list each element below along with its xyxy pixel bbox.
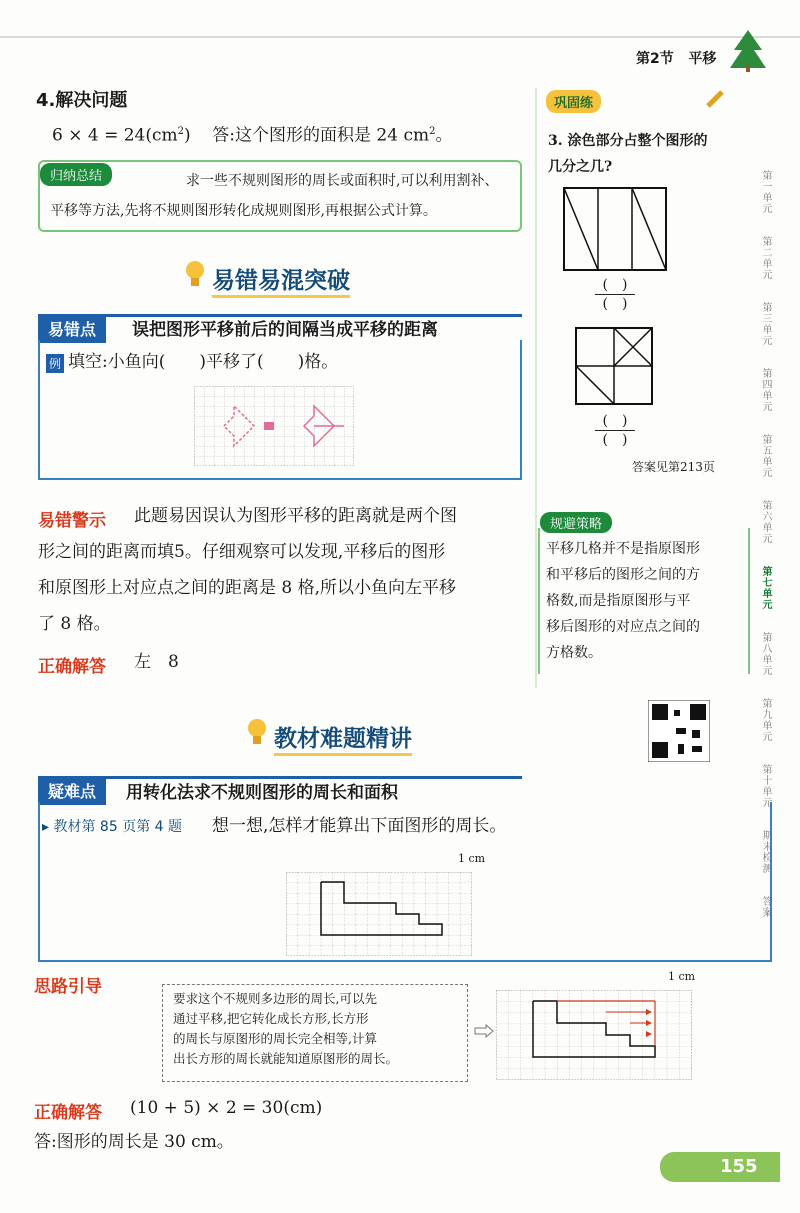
warning-line-3: 了 8 格。 xyxy=(38,614,111,634)
strategy-line-1: 和平移后的图形之间的方 xyxy=(546,567,700,583)
answer-sup: 2 xyxy=(429,126,436,137)
hard-banner: 教材难题精讲 xyxy=(274,720,412,756)
rail-item: 第六单元 xyxy=(760,500,771,544)
pencil-icon xyxy=(704,88,726,110)
hard-question: 想一想,怎样才能算出下面图形的周长。 xyxy=(212,816,507,836)
tree-icon xyxy=(728,28,768,72)
fraction-answer-1 xyxy=(590,276,640,313)
warning-line-1: 形之间的距离而填5。仔细观察可以发现,平移后的图形 xyxy=(38,542,446,562)
strategy-line-3: 移后图形的对应点之间的 xyxy=(546,619,700,635)
summary-line2: 平移等方法,先将不规则图形转化成规则图形,再根据公式计算。 xyxy=(50,203,437,219)
practice-q-line1: 3. 涂色部分占整个图形的 xyxy=(548,133,708,149)
hard-tag: 疑难点 xyxy=(38,776,106,805)
rail-item: 第三单元 xyxy=(760,302,771,346)
summary-line1: 求一些不规则图形的周长或面积时,可以利用割补、 xyxy=(186,173,499,189)
think-line-0: 要求这个不规则多边形的周长,可以先 xyxy=(173,991,377,1006)
final-answer-text: 答:图形的周长是 30 cm。 xyxy=(34,1132,234,1152)
unit-label-2: 1 cm xyxy=(668,970,696,983)
think-line-2: 的周长与原图形的周长完全相等,计算 xyxy=(173,1031,377,1046)
example-question: 填空:小鱼向( )平移了( )格。 xyxy=(68,352,339,372)
practice-question xyxy=(548,128,748,180)
rail-item: 第七单元 xyxy=(760,566,771,610)
rectangle-grid xyxy=(496,990,692,1080)
example-tag: 例 xyxy=(46,354,64,373)
rail-item: 第八单元 xyxy=(760,632,771,676)
answer-label: 正确解答 xyxy=(38,657,106,677)
strategy-tag: 规避策略 xyxy=(540,512,612,533)
rail-item: 第九单元 xyxy=(760,698,771,742)
qr-code-icon[interactable] xyxy=(648,700,710,762)
summary-tag: 归纳总结 xyxy=(40,163,112,186)
unit-label: 1 cm xyxy=(458,852,486,865)
problem-title: 4.解决问题 xyxy=(36,90,128,111)
final-answer-calc: (10 + 5) × 2 = 30(cm) xyxy=(130,1098,323,1118)
practice-q-line2: 几分之几? xyxy=(548,159,613,175)
frac1-bottom: ( ) xyxy=(602,296,628,312)
warning-line-0: 此题易因误认为图形平移的距离就是两个图 xyxy=(134,506,457,526)
rail-item: 第十单元 xyxy=(760,764,771,808)
rail-item: 期末检测 xyxy=(760,830,771,874)
frac2-top: ( ) xyxy=(602,413,628,429)
rail-item: 第五单元 xyxy=(760,434,771,478)
fish-grid xyxy=(194,386,354,466)
think-line-1: 通过平移,把它转化成长方形,长方形 xyxy=(173,1011,369,1026)
mistake-banner: 易错易混突破 xyxy=(212,262,350,298)
lightbulb-icon xyxy=(182,258,208,290)
rail-item: 第二单元 xyxy=(760,236,771,280)
calc-end: ) xyxy=(184,125,191,146)
answer-text: 答:这个图形的面积是 24 cm xyxy=(212,125,430,146)
frac2-bottom: ( ) xyxy=(602,432,628,448)
page-number: 155 xyxy=(660,1152,780,1182)
hard-title: 用转化法求不规则图形的周长和面积 xyxy=(126,783,398,803)
arrow-right-icon xyxy=(474,1024,494,1038)
strategy-box xyxy=(538,528,750,674)
mistake-answer: 左 8 xyxy=(134,652,179,672)
section-label: 第2节 xyxy=(636,51,674,67)
frac1-top: ( ) xyxy=(602,277,628,293)
header-rule xyxy=(0,36,800,38)
problem-calc xyxy=(52,116,452,152)
textbook-ref: ▸ 教材第 85 页第 4 题 xyxy=(42,819,183,835)
warning-label: 易错警示 xyxy=(38,511,106,531)
practice-tag: 巩固练 xyxy=(546,90,601,113)
rail-item: 答案 xyxy=(760,896,771,918)
answer-reference: 答案见第213页 xyxy=(632,460,715,474)
think-line-3: 出长方形的周长就能知道原图形的周长。 xyxy=(173,1051,399,1066)
mistake-tag: 易错点 xyxy=(38,314,106,343)
practice-divider xyxy=(535,88,537,688)
lightbulb-icon xyxy=(244,716,270,748)
calc-sup: 2 xyxy=(177,126,185,137)
mistake-title: 误把图形平移前后的间隔当成平移的距离 xyxy=(132,320,438,340)
rail-item: 第四单元 xyxy=(760,368,771,412)
calc-text: 6 × 4 = 24(cm xyxy=(52,125,178,146)
rail-item: 第一单元 xyxy=(760,170,771,214)
fraction-figure-1 xyxy=(562,186,668,272)
fraction-figure-2 xyxy=(574,326,654,406)
strategy-line-2: 格数,而是指原图形与平 xyxy=(546,593,691,609)
warning-line-2: 和原图形上对应点之间的距离是 8 格,所以小鱼向左平移 xyxy=(38,578,457,598)
polygon-grid xyxy=(286,872,472,956)
strategy-line-0: 平移几格并不是指原图形 xyxy=(546,541,700,557)
header-title xyxy=(636,48,716,68)
final-answer-label: 正确解答 xyxy=(34,1103,102,1123)
chapter-title: 平移 xyxy=(688,51,717,67)
fraction-answer-2 xyxy=(590,412,640,449)
textbook-ref-text: 教材第 85 页第 4 题 xyxy=(53,819,183,835)
think-box xyxy=(162,984,468,1082)
strategy-line-4: 方格数。 xyxy=(546,645,602,661)
answer-end: 。 xyxy=(435,125,453,146)
think-label: 思路引导 xyxy=(34,977,102,997)
